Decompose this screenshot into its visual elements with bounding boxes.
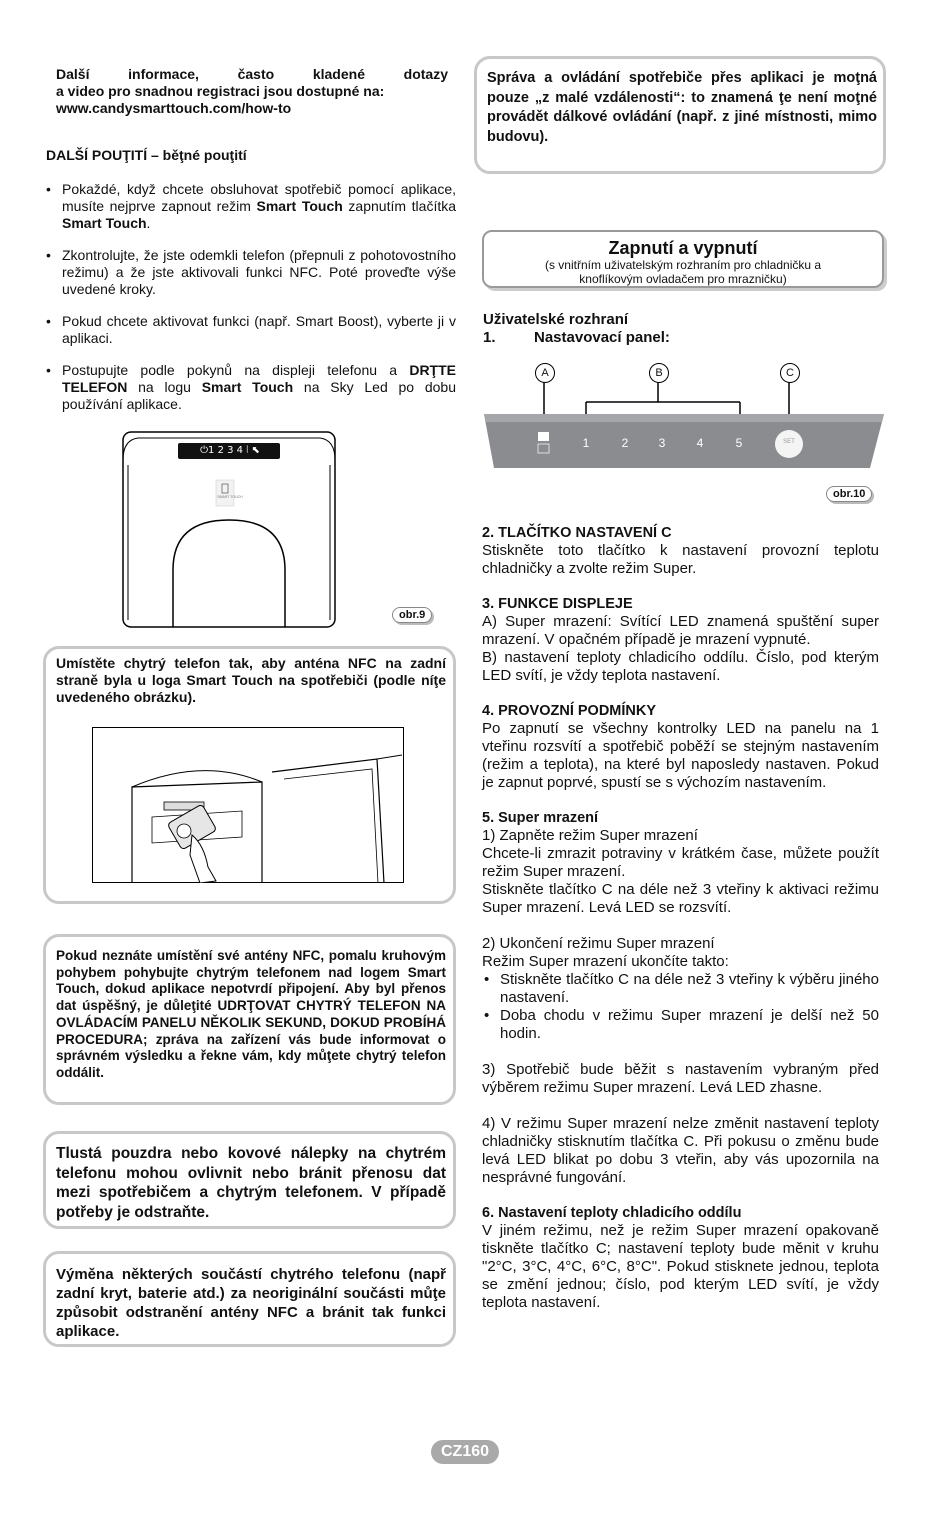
intro-text: Další informace, často kladené dotazy a video pro snadnou registraci jsou dostupné na: www.candysmarttouch.com/how-to: [56, 66, 448, 116]
fridge-front-illustration: [118, 430, 340, 630]
fig9-label: obr.9: [392, 607, 432, 623]
bullet-2: • Zkontrolujte, že jste odemkli telefon (přepnuli z pohotovostního režimu) a že jste aktivovali funkci NFC. Poté proveďte výše uvedené kroky.: [44, 247, 456, 298]
section-2-heading: 2. TLAČÍTKO NASTAVENÍ C: [482, 525, 672, 541]
fig9-display: ⏻1 2 3 4 ⦚ ⬉: [200, 445, 260, 456]
intro-url[interactable]: www.candysmarttouch.com/how-to: [56, 100, 292, 116]
callout-b: B: [649, 363, 669, 383]
section-6-heading: 6. Nastavení teploty chladicího oddílu: [482, 1205, 742, 1221]
thick-case-warning-box: Tlustá pouzdra nebo kovové nálepky na chytrém telefonu mohou ovlivnit nebo bránit přenosu dat mezi spotřebičem a chytrým telefonem. V případě potřeby je odstraňte.: [43, 1131, 456, 1229]
section-4-heading: 4. PROVOZNÍ PODMÍNKY: [482, 703, 657, 719]
nfc-unknown-box: Pokud neznáte umístění své antény NFC, pomalu kruhovým pohybem pohybujte chytrým telefonem nad logem Smart Touch, dokud aplikace nepotvrdí připojení. Aby byl přenos dat úspěšný, je důleţité UDRŢOVAT CHYTRÝ TELEFON NA OVLÁDACÍM PANELU NĚKOLIK SEKUND, DOKUD PROBÍHÁ PROCEDURA; zpráva na zařízení vás bude informovat o správném výsledku a řekne vám, kdy můţete chytrý telefon oddálit.: [43, 934, 456, 1105]
fig10-label: obr.10: [826, 486, 872, 502]
panel-digit: 2: [621, 436, 629, 450]
usage-bullets: [44, 181, 456, 413]
section-5-heading: 5. Super mrazení: [482, 810, 599, 826]
exit-bullet-2: • Doba chodu v režimu Super mrazení je delší než 50 hodin.: [482, 1007, 879, 1043]
nfc-placement-box: Umístěte chytrý telefon tak, aby anténa NFC na zadní straně byla u loga Smart Touch na spotřebiči (podle níţe uvedeného obrázku).: [43, 646, 456, 904]
bullet-1: • Pokaždé, když chcete obsluhovat spotřebič pomocí aplikace, musíte nejprve zapnout režim Smart Touch zapnutím tlačítka Smart Touch.: [44, 181, 456, 232]
panel-digit: 4: [696, 436, 704, 450]
callout-c: C: [780, 363, 800, 383]
panel-number: 1.: [483, 329, 496, 346]
smart-touch-logo: SMART TOUCH: [217, 495, 243, 499]
callout-a: A: [535, 363, 555, 383]
remote-control-note-box: Správa a ovládání spotřebiče přes aplikaci je moţná pouze „z malé vzdálenosti“: to znamená ţe není moţné provádět dálkové ovládání (např. z jiné místnosti, mimo budovu).: [474, 56, 886, 174]
section-heading-usage: DALŠÍ POUŢITÍ – běţné pouţití: [46, 147, 247, 163]
exit-bullet-1: • Stiskněte tlačítko C na déle než 3 vteřiny k výběru jiného nastavení.: [482, 971, 879, 1007]
component-replacement-box: Výměna některých součástí chytrého telefonu (např zadní kryt, baterie atd.) za neoriginální součásti můţe způsobit odstranění antény NFC a bránit tak funkci aplikace.: [43, 1251, 456, 1347]
ui-heading: Uživatelské rozhraní: [483, 311, 629, 328]
instructions-column: 2. TLAČÍTKO NASTAVENÍ C Stiskněte toto tlačítko k nastavení provozní teplotu chladničky a zvolte režim Super. 3. FUNKCE DISPLEJE A) Super mrazení: Svítící LED znamená spuštění super mrazení. V opačném případě je mrazení vypnuté. B) nastavení teploty chladicího oddílu. Číslo, pod kterým LED svítí, je vždy teplota nastavení. 4. PROVOZNÍ PODMÍNKY Po zapnutí se všechny kontrolky LED na panelu na 1 vteřinu rozsvítí a spotřebič poběží se stejným nastavením (režim a teplota), na které byl naposledy nastaven. Pokud je zapnut poprvé, spustí se s výchozím nastavením. 5. Super mrazení 1) Zapněte režim Super mrazení Chcete-li zmrazit potraviny v krátkém čase, můžete použít režim Super mrazení. Stiskněte tlačítko C na déle než 3 vteřiny k aktivaci režimu Super mrazení. Levá LED se rozsvítí. 2) Ukončení režimu Super mrazení Režim Super mrazení ukončíte takto: • Stiskněte tlačítko C na déle než 3 vteřiny k výběru jiného nastavení. • Doba chodu v režimu Super mrazení je delší než 50 hodin. 3) Spotřebič bude běžit s nastavením vybraným před výběrem režimu Super mrazení. Levá LED zhasne. 4) V režimu Super mrazení nelze změnit nastavení teploty chladničky stisknutím tlačítka C. Při pokusu o změnu bude levá LED blikat po dobu 3 vteřin, aby vás upozornila na nesprávné fungování. 6. Nastavení teploty chladicího oddílu V jiném režimu, než je režim Super mrazení opakovaně tiskněte tlačítko C; nastavení teploty bude měnit v kruhu "2°C, 3°C, 4°C, 6°C, 8°C". Pokud stisknete jednou, teplota se změní jednou; číslo, pod kterým LED svítí, je vždy teplota nastavení.: [482, 524, 879, 1312]
panel-heading: Nastavovací panel:: [534, 329, 670, 346]
panel-digit: 1: [582, 436, 590, 450]
title: Zapnutí a vypnutí: [608, 238, 758, 258]
set-button[interactable]: SET: [783, 439, 795, 445]
title-banner: Zapnutí a vypnutí (s vnitřním uživatelským rozhraním pro chladničku a knoflíkovým ovladačem pro mrazničku): [482, 230, 884, 288]
panel-digit: 5: [735, 436, 743, 450]
page-number-badge: CZ160: [431, 1440, 499, 1464]
bullet-4: • Postupujte podle pokynů na displeji telefonu a DRŢTE TELEFON na logu Smart Touch na Sky Led po dobu používání aplikace.: [44, 362, 456, 413]
phone-on-fridge-illustration: [92, 727, 404, 883]
bullet-3: • Pokud chcete aktivovat funkci (např. Smart Boost), vyberte ji v aplikaci.: [44, 313, 456, 347]
super-freeze-exit-bullets: [482, 971, 879, 1043]
section-3-heading: 3. FUNKCE DISPLEJE: [482, 596, 633, 612]
panel-digit: 3: [658, 436, 666, 450]
